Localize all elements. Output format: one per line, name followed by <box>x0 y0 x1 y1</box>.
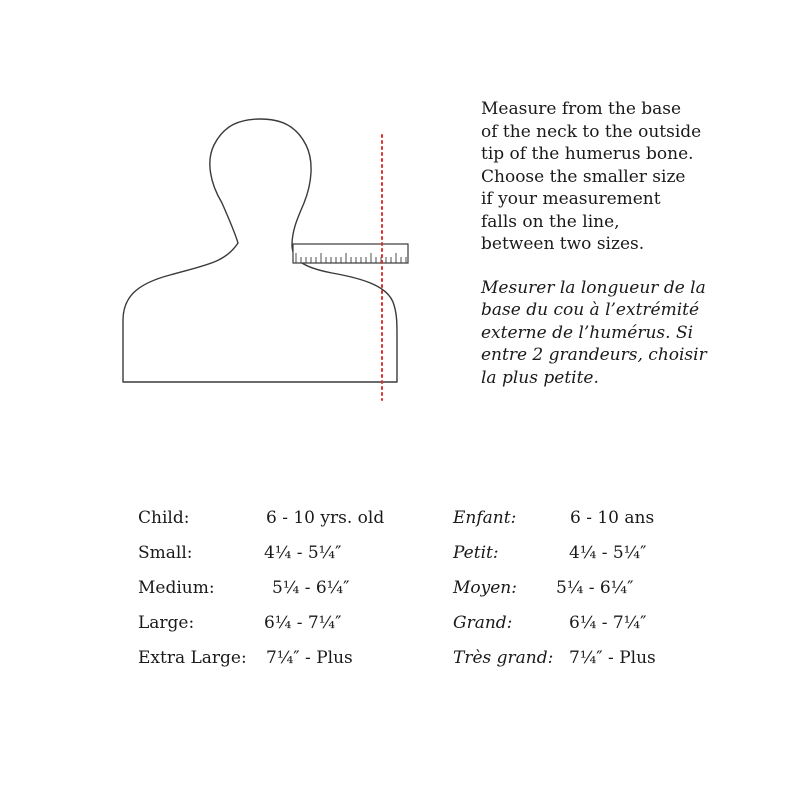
size-value-fr: 6 - 10 ans <box>570 508 655 528</box>
instructions-french: Mesurer la longueur de la base du cou à l’extrémité externe de l’humérus. Si entre 2 grandeurs, choisir la plus petite. <box>481 277 707 388</box>
size-label-en: Extra Large: <box>138 648 247 668</box>
size-value-fr: 6¼ - 7¼″ <box>569 613 647 633</box>
size-chart <box>138 508 698 678</box>
size-label-en: Small: <box>138 543 193 563</box>
size-label-en: Child: <box>138 508 190 528</box>
instructions-english: Measure from the base of the neck to the outside tip of the humerus bone. Choose the smaller size if your measurement falls on the line, between two sizes. <box>481 99 702 254</box>
ruler <box>293 244 408 263</box>
size-label-fr: Petit: <box>453 543 499 563</box>
size-value-fr: 5¼ - 6¼″ <box>556 578 634 598</box>
size-label-en: Large: <box>138 613 195 633</box>
shoulder-measurement-illustration <box>110 105 420 405</box>
size-label-en: Medium: <box>138 578 215 598</box>
size-label-fr: Enfant: <box>453 508 517 528</box>
size-value-en: 6 - 10 yrs. old <box>266 508 385 528</box>
size-label-fr: Très grand: <box>453 648 554 668</box>
size-value-en: 7¼″ - Plus <box>266 648 353 668</box>
size-value-en: 4¼ - 5¼″ <box>264 543 342 563</box>
size-value-fr: 7¼″ - Plus <box>569 648 656 668</box>
size-value-en: 6¼ - 7¼″ <box>264 613 342 633</box>
size-label-fr: Moyen: <box>453 578 517 598</box>
size-value-en: 5¼ - 6¼″ <box>272 578 350 598</box>
instructions <box>481 98 781 389</box>
size-value-fr: 4¼ - 5¼″ <box>569 543 647 563</box>
size-label-fr: Grand: <box>453 613 513 633</box>
